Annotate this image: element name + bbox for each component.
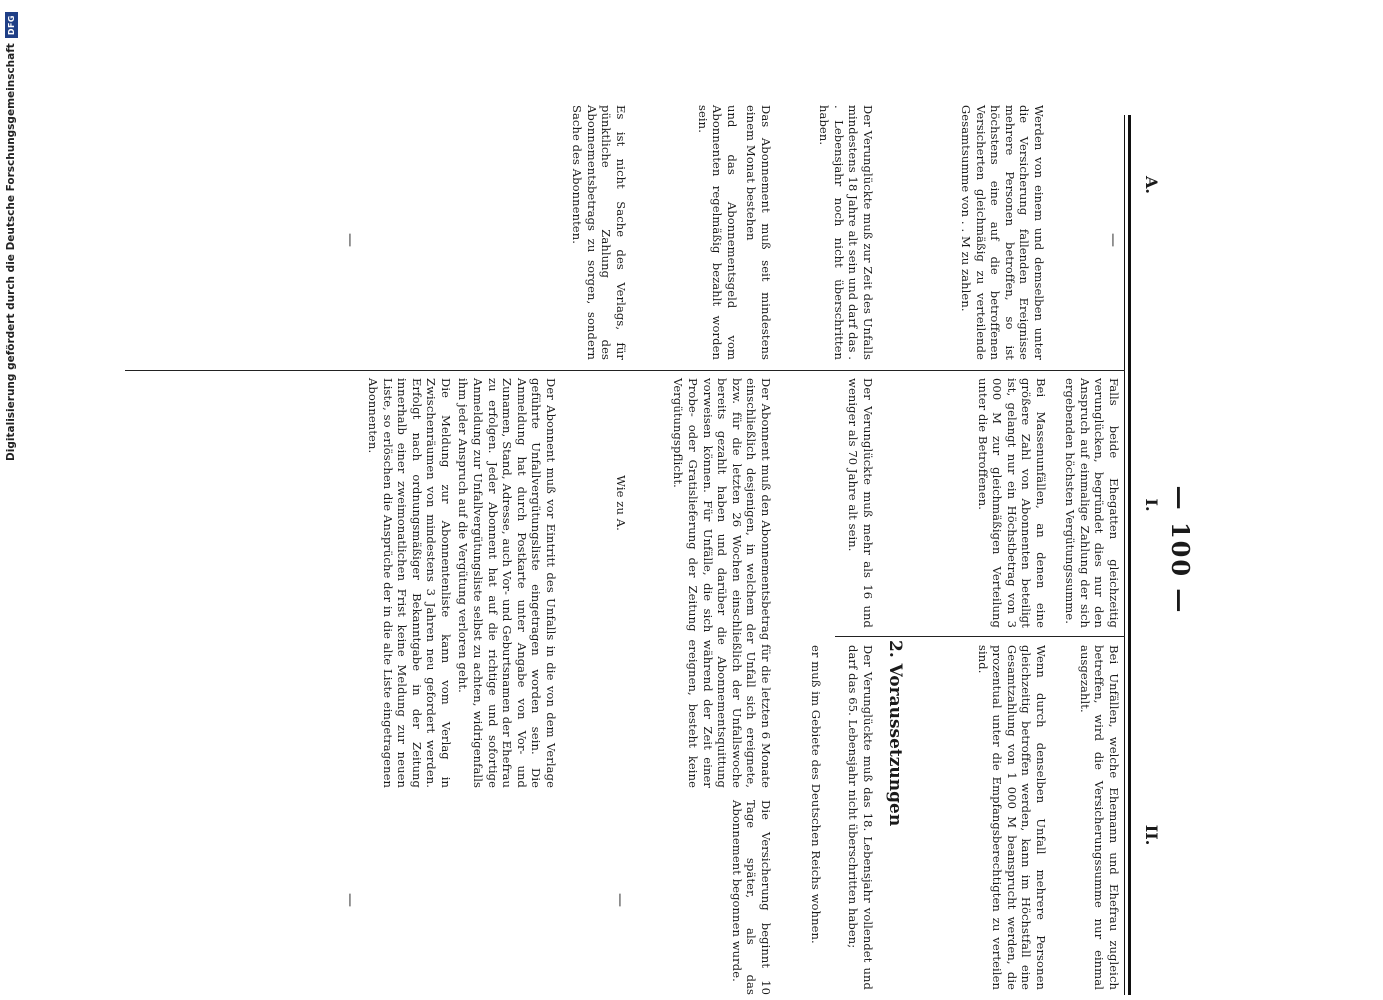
row6-col-i-text-2: Die Meldung zur Abonnentenliste kann vom Verlag in Zwischenräumen von mindestens 3 Jahren neu gefordert werden. Erfolgt nach ordnungsmäßiger Bekanntgabe in der Zeitung innerhalb einer zweimonatlichen Frist keine Meldung zur neuen Liste, so erlöschen die Ansprüche der in die alte Liste eingetragenen Abonnenten. (366, 378, 453, 788)
row2-col-ii-text: Wenn durch denselben Unfall mehrere Personen gleichzeitig betroffen werden, kann im Höchstfall eine Gesamtzahlung von 1 000 M beansprucht werden, die prozentual unter die Empfangsberechtigten zu verteilen sind. (975, 645, 1048, 990)
funding-notice-text: Digitalisierung gefördert durch die Deutsche Forschungsgemeinschaft (5, 43, 17, 461)
row2-col-a-text: Werden von einem und demselben unter die Versicherung fallenden Ereignisse mehrere Personen betroffen, so ist höchstens eine auf die betroffenen Versicherten gleichmäßig zu verteilende Gesamtsumme von . . M zu zahlen. (959, 105, 1046, 360)
row6-col-ii-dash: — (342, 893, 358, 907)
row5-col-ii-dash: — (612, 893, 628, 907)
column-header-i: I. (1142, 498, 1161, 512)
row5-col-a-text: Es ist nicht Sache des Verlags, für pünktliche Zahlung des Abonnementsbetrags zu sorgen, sondern Sache des Abonnenten. (570, 105, 628, 360)
row3-col-i-text: Der Verunglückte muß mehr als 16 und weniger als 70 Jahre alt sein. (846, 378, 875, 628)
row4-col-i-text: Der Abonnent muß den Abonnementsbetrag für die letzten 6 Monate einschließlich desjenigen, in welchem der Unfall sich ereignete, bzw. für die letzten 26 Wochen einschließlich der Unfallswoche bereits gezahlt haben und darüber die Abonnementsquittung vorweisen können. Für Unfälle, die sich während der Zeit einer Probe- oder Gratislieferung der Zeitung ereignen, besteht keine Vergütungspflicht. (671, 378, 773, 788)
row1-col-ii-text: Bei Unfällen, welche Ehemann und Ehefrau zugleich betreffen, wird die Versicherungssumme nur einmal ausgezahlt. (1077, 645, 1121, 990)
row1-col-a-dash: — (1105, 233, 1121, 247)
row3-col-a-text: Der Verunglückte muß zur Zeit des Unfalls mindestens 18 Jahre alt sein und darf das . . Lebensjahr noch nicht überschritten haben. (817, 105, 875, 361)
row3-col-ii-text-2: er muß im Gebiete des Deutschen Reichs wohnen. (809, 645, 823, 944)
row6-col-i-text-1: Der Abonnent muß vor Eintritt des Unfalls in die von dem Verlage geführte Unfallvergütungsliste eingetragen worden sein. Die Anmeldung hat durch Postkarte unter Angabe von Vor- und Zunamen, Stand, Adresse, auch Vor- und Geburtsnamen der Ehefrau zu erfolgen. Jeder Abonnent hat auf die richtige und sofortige Anmeldung zur Unfallvergütungsliste selbst zu achten, widrigenfalls ihm jeder Anspruch auf die Vergütung verloren geht. (456, 378, 558, 788)
row6-col-a-dash: — (342, 233, 358, 247)
column-header-a: A. (1142, 176, 1161, 194)
header-rule-thick (1128, 115, 1131, 995)
page-number: — 100 — (1166, 485, 1195, 615)
row2-col-i-text: Bei Massenunfällen, an denen eine größere Zahl von Abonnenten beteiligt ist, gelangt nur ein Höchstbetrag von 3 000 M zur gleichmäßigen Verteilung unter die Betroffenen. (975, 378, 1048, 628)
row4-col-a-text-2: und das Abonnementsgeld vom Abonnenten regelmäßig bezahlt worden sein. (695, 105, 739, 360)
header-rule-thin (1124, 115, 1125, 995)
funding-notice (0, 0, 22, 1000)
row4-col-ii-text: Die Versicherung beginnt 10 Tage später, als das Abonnement begonnen wurde. (729, 800, 773, 995)
row4-col-a-text-1: Das Abonnement muß seit mindestens einem Monat bestehen (744, 105, 773, 360)
column-divider-2 (835, 636, 1125, 637)
column-divider-1 (125, 370, 1125, 371)
row5-col-i-text: Wie zu A. (614, 475, 628, 531)
dfg-logo: DFG (5, 12, 18, 38)
funding-sidebar (0, 0, 22, 1000)
row3-col-ii-text-1: Der Verunglückte muß das 18. Lebensjahr vollendet und darf das 65. Lebensjahr nicht überschritten haben; (846, 645, 875, 990)
section-title: 2. Voraussetzungen (885, 640, 905, 827)
column-header-ii: II. (1142, 824, 1161, 846)
row1-col-i-text: Falls beide Ehegatten gleichzeitig verunglücken, begründet dies nur den Anspruch auf einmalige Zahlung der sich ergebenden höchsten Vergütungssumme. (1063, 378, 1121, 628)
